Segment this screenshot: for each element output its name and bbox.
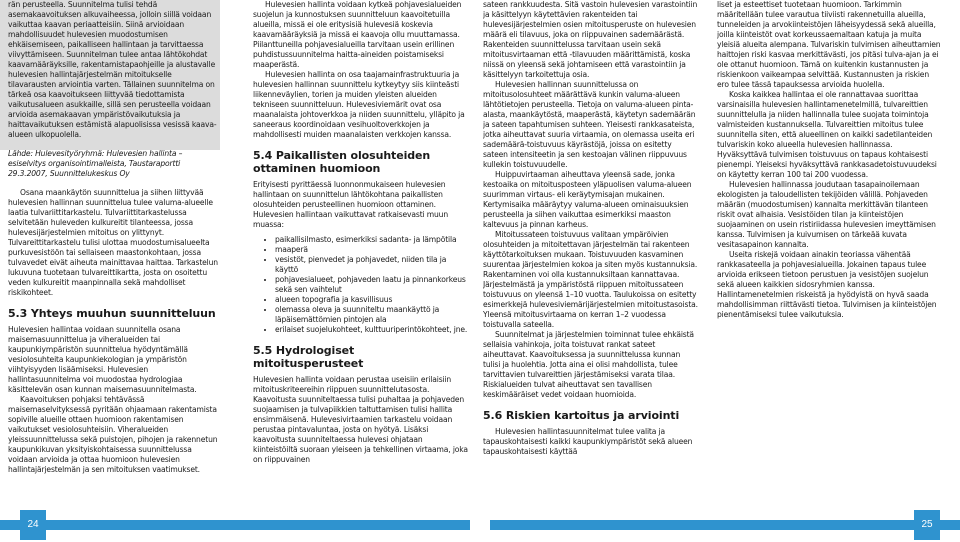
paragraph: Hulevesien hallintasuunnitelmat tulee valita ja tapauskohtaisesti kaikki kaupunkiympäristöt sekä alueen tapauskohtaisesti käyttää bbox=[483, 427, 693, 456]
paragraph: Mitoitussateen toistuvuus valitaan ympäröivien olosuhteiden ja mitoitettavan järjestelmän tai rakenteen käyttötarkoituksen mukaan. Toistuvuuden kasvaminen suurentaa järjestelmien kokoa ja siten myös kustannuksia. Rakentaminen voi olla kustannuksiltaan kannattavaa. Järjestelmästä ja ympäristöstä riippuen mitoitussateen toistuvuus on yleensä 1–10 vuotta. Taulukoissa on esitetty esimerkkejä hulevesiviemärijärjestelmien mitoitustasoista. Yleensä mitoitusvirtaama on kerran 1–2 vuodessa toistuvalla sateella. bbox=[483, 230, 698, 329]
section-heading: 5.5 Hydrologiset mitoitusperusteet bbox=[253, 344, 364, 370]
paragraph: Useita riskejä voidaan ainakin teoriassa vähentää rankkasateella ja pohjavesialueilla. Jokainen tapaus tulee arvioida erikseen tietoon perustuen ja vesistöjen suojelun sekä alueen kaikkien sidosryhmien kanssa. Hallintamenetelmien riskeistä ja hyödyistä on hyvä saada mahdollisimman riittävästi tietoa. Tulvimisen ja kiinteistöjen pienentämiseksi tulee vaikutuksia. bbox=[717, 250, 937, 319]
bullet-list bbox=[253, 235, 468, 335]
paragraph: liset ja esteettiset tuotetaan huomioon. Tarkimmin määritellään tulee varautua tiiviisti rakennetuilla alueilla, tunneleiden ja arvokiinteistöjen läheisyydessä sekä alueilla, joilla kiinteistöt ovat korkeussaemaltaan katuja ja muita yleisiä alueita alempana. Tulvariskin tulvimisen aiheuttamien haittojen riski kasvaa merkittävästi, jos pitäsi tulva-ajan ja ei ole ottanut huomioon. Tämä on kuitenkin kustannusten ja riskienkoon vaikeampaa selvittää. Kustannusten ja riskien ero tulee tässä tapauksessa arvioida huolella. bbox=[717, 0, 941, 89]
paragraph: Hulevesien hallinnassa joudutaan tasapainoilemaan ekologisten ja taloudellisten tekijöiden välillä. Pohjaveden määrän (muodostumisen) kannalta merkittävän tilanteen riskit ovat alhaisia. Vesistöiden tilan ja kiinteistöjen suojaaminen on usein ristiriidassa hulevesien imeyttämisen kanssa. Tulvimisen ja kuivumisen on tärkeää kuvata vesitasapainon kannalta. bbox=[717, 180, 936, 249]
source-note: Lähde: Hulevesityöryhmä: Hulevesien hallinta – esiselvitys organisointimalleista, Taustaraportti 29.3.2007, Suunnittelukeskus Oy bbox=[8, 149, 183, 178]
list-item: • pohjavesialueet, pohjaveden laatu ja pinnankorkeus sekä sen vaihtelut bbox=[275, 275, 468, 295]
list-item: • alueen topografia ja kasvillisuus bbox=[275, 295, 468, 305]
footer-right bbox=[490, 506, 960, 542]
paragraph: Hulevesien hallintaa voidaan suunnitella osana maisemasuunnittelua ja viheralueiden tai kaupunkiympäristön suunnittelua hyödyntämällä vesiolosuhteita kaupunkiekologian ja ympäristön viihtyisyyden lisäämiseksi. Hulevesien hallintasuunnitelma voi muodostaa hydrologiaa käsittelevän osan kunnan maisemasuunnitelmasta. bbox=[8, 325, 197, 394]
paragraph: Hulevesien hallinta voidaan perustaa useisiin erilaisiin mitoituskriteereihin riippuen suunnittelutasosta. Kaavoitusta suunniteltaessa tulisi puhaltaa ja pohjaveden suojaamisen ja tulvapiikkien taltuttamisen tulisi hallita ensimmäisenä. Hulevesivirtaamien tarkastelu voidaan perustaa pintavaluntaa, josta on hyötyä. Lisäksi kaavoitusta suunniteltaessa hulevesi ohjataan kiinteistöiltä suoraan yleiseen ja tehkellinen virtaama, joka on riippuvainen bbox=[253, 375, 468, 464]
paragraph: Hulevesien hallinta voidaan kytkeä pohjavesialueiden suojelun ja kunnostuksen suunnitteluun kaavoitetuilla alueilla, missä ei ole eritysisiä hulevesiä koskevia kaavamääräyksiä ja missä ei kaavoja ollu muuttamassa. Piilanttuneilla pohjavesialueilla tarvitaan usein erillinen puhdistussuunnitelma haitta-aineiden poistamiseksi maaperästä. bbox=[253, 0, 462, 69]
paragraph: Erityisesti pyrittäessä luonnonmukaiseen hulevesien hallintaan on suunnittelun lähtökohtana paikallisten olosuhteiden perusteellinen huomioon ottaminen. Hulevesien hallintaan vaikuttavat ratkaisevasti muun muassa: bbox=[253, 180, 448, 229]
paragraph: Osana maankäytön suunnittelua ja siihen liittyvää hulevesien hallinnan suunnittelua tulee valuma-alueelle laatia tulvariittitarkastelu. Tulvariittitarkastelussa selvitetään huleveden kulkureitit tilanteessa, jossa hulevesijärjestelmien mitoitus on ylittynyt. Tulvareittitarkastelu tulisi ulottaa muodostumisalueelta purkuvesistöön tai sellaiseen maastonkohtaan, jossa tulvavedet eivät aiheuta mainittavaa haittaa. Tarkastelun lukuvuna tuotetaan tulvareittikartta, josta on osoitettu veden kulkureitit maanpinnalla sekä mahdolliset riskikohteet. bbox=[8, 188, 218, 297]
page-number: 24 bbox=[20, 510, 46, 540]
footer-bar bbox=[0, 520, 470, 530]
section-heading: 5.4 Paikallisten olosuhteiden ottaminen huomioon bbox=[253, 149, 431, 175]
paragraph: Hulevesien hallinnan suunnittelussa on mitoitusolosuhteet määrättävä kunkin valuma-alueen lähtötietojen perusteella. Tietoja on valuma-alueen pinta-alasta, maankäytöstä, maaperästä, käytetyn sademäärän ja sateen tapahtumisen suhteen. Yleisesti rankkasateista, jotka aiheuttavat suuria virtaamia, on olemassa useita eri sademäärä-toistuvuus käyrästöjä, joissa on esitetty sateen intensiteetin ja sen kestoajan välinen riippuvuus kullekin toistuvuudelle. bbox=[483, 80, 696, 169]
section-heading: 5.3 Yhteys muuhun suunnitteluun bbox=[8, 307, 216, 320]
paragraph: rän perusteella. Suunnitelma tulisi tehdä asemakaavoituksen alkuvaiheessa, jolloin siillä voidaan vaikuttaa kaavan periaatteisiin. Siinä arvioidaan mahdollisuudet hulevesien muodostumisen ehkäisemiseen, paikalliseen hallintaan ja tarvittaessa viivyttämiseen. Suunnitelman tulee antaa lähtökohdat kaavamääräyksille, rakentamistapaohjeille ja alustavalle hulevesien hallintajärjestelmän mitoitukselle tilavarausten arviointia varten. Tällainen suunnitelma on tärkeä osa kaavoitukseen liittyvää tiedottamista vaikutusalueen asukkaille, sillä sen perusteella voidaan arvioida asemakaavan ympäristövaikutuksia ja haittavaikutuksen estämistä alapuolisissa vesissä kaava-alueen ulkopuolella. bbox=[8, 0, 217, 139]
paragraph: Koska kaikkea hallintaa ei ole rannattavaa suorittaa varsinaisilla hulevesien hallintamenetelmillä, tulvareittien suunnittelulla ja niiden hallinnalla tulee suojata toimintoja valmisteiden kustannuksella. Tulvareittien mitoitus tulee suunnitella siten, että alueellinen on kaikki sadetilanteiden tulvariskin koko alueella hulevesien hallinnassa. Hyväksyttävä tulvimisen toistuvuus on tapaus kohtaisesti pienempi. Yleiseksi hyväksyttävä rankkasadetoistuvuudeksi on käytetty kerran 100 tai 200 vuodessa. bbox=[717, 90, 937, 179]
section-heading: 5.6 Riskien kartoitus ja arviointi bbox=[483, 409, 680, 422]
paragraph: Huippuvirtaaman aiheuttava yleensä sade, jonka kestoaika on mitoitusposteen yläpuolisen valuma-alueen suurimman virtaus- eli keräytymisajan mukainen. Kertymisaika määräytyy valuma-alueen ominaisuuksien perusteella ja siihen vaikuttaa esimerkiksi maaston kaltevuus ja pinnan karheus. bbox=[483, 170, 692, 229]
column-3 bbox=[483, 0, 698, 457]
paragraph: Hulevesien hallinta on osa taajamainfrastruktuuria ja hulevesien hallinnan suunnittelu kytkeytyy siis kiinteästi liikenneväylien, torien ja muiden yleisten alueiden tekniseen suunnitteluun. Hulevesiviemärit ovat osa maanalaista johtoverkkoa ja niiden suunnittelu, ylläpito ja saneeraus koordinoidaan vesihuoltoverkkojen ja mahdollisesti muiden maanalaisten verkkojen kanssa. bbox=[253, 70, 465, 139]
footer-bar bbox=[490, 520, 960, 530]
list-item: • paikallisilmasto, esimerkiksi sadanta- ja lämpötila bbox=[275, 235, 468, 245]
page-number: 25 bbox=[914, 510, 940, 540]
list-item: • vesistöt, pienvedet ja pohjavedet, niiden tila ja käyttö bbox=[275, 255, 468, 275]
list-item: • maaperä bbox=[275, 245, 468, 255]
paragraph: sateen rankkuudesta. Sitä vastoin hulevesien varastointiin ja käsittelyyn käytettävien rakenteiden tai hulevesijärjestelmien osien mitoitusperuste on hulevesien määrä eli tilavuus, joka on riippuvainen sademäärästä. Rakenteiden suunnittelussa tarvitaan usein sekä mitoitusvirtaaman että -tilavuuden määrittämistä, koska niissä on yleensä sekä johtamiseen että varastointiin ja käsittelyyn tarkoitettuja osia. bbox=[483, 0, 698, 79]
list-item: • erilaiset suojelukohteet, kulttuuriperintökohteet, jne. bbox=[275, 325, 468, 335]
paragraph: Suunnitelmat ja järjestelmien toiminnat tulee ehkäistä sellaisia vahinkoja, joita toistuvat rankat sateet aiheuttavat. Kaavoituksessa ja suunnittelussa kunnan tulisi ja huolehtia. Jotta aina ei olisi mahdollista, tulee tarvittavien tulvareittien järjestämiseksi varata tilaa. Riskialueiden tulvat aiheuttavat sen tavallisen keskimääräiset vedet voidaan huomioida. bbox=[483, 330, 694, 399]
column-4 bbox=[717, 0, 943, 320]
footer-left bbox=[0, 506, 470, 542]
column-2 bbox=[253, 0, 468, 465]
column-1 bbox=[8, 0, 220, 475]
paragraph: Kaavoituksen pohjaksi tehtävässä maisemaselvityksessä pyritään ohjaamaan rakentamista sopiville alueille ottaen huomioon rakentamisen vaikutukset vesiolosuhteisiin. Viheralueiden yleissuunnittelussa sekä puistojen, pihojen ja rakennetun kaupunkikuvan yksityiskohtaisessa suunnittelussa voidaan arvioida ja ottaa huomioon hulevesien hallintajärjestelmän ja sen mitoituksen vaatimukset. bbox=[8, 395, 218, 474]
list-item: • olemassa oleva ja suunniteltu maankäyttö ja läpäisemättömien pintojen ala bbox=[275, 305, 468, 325]
